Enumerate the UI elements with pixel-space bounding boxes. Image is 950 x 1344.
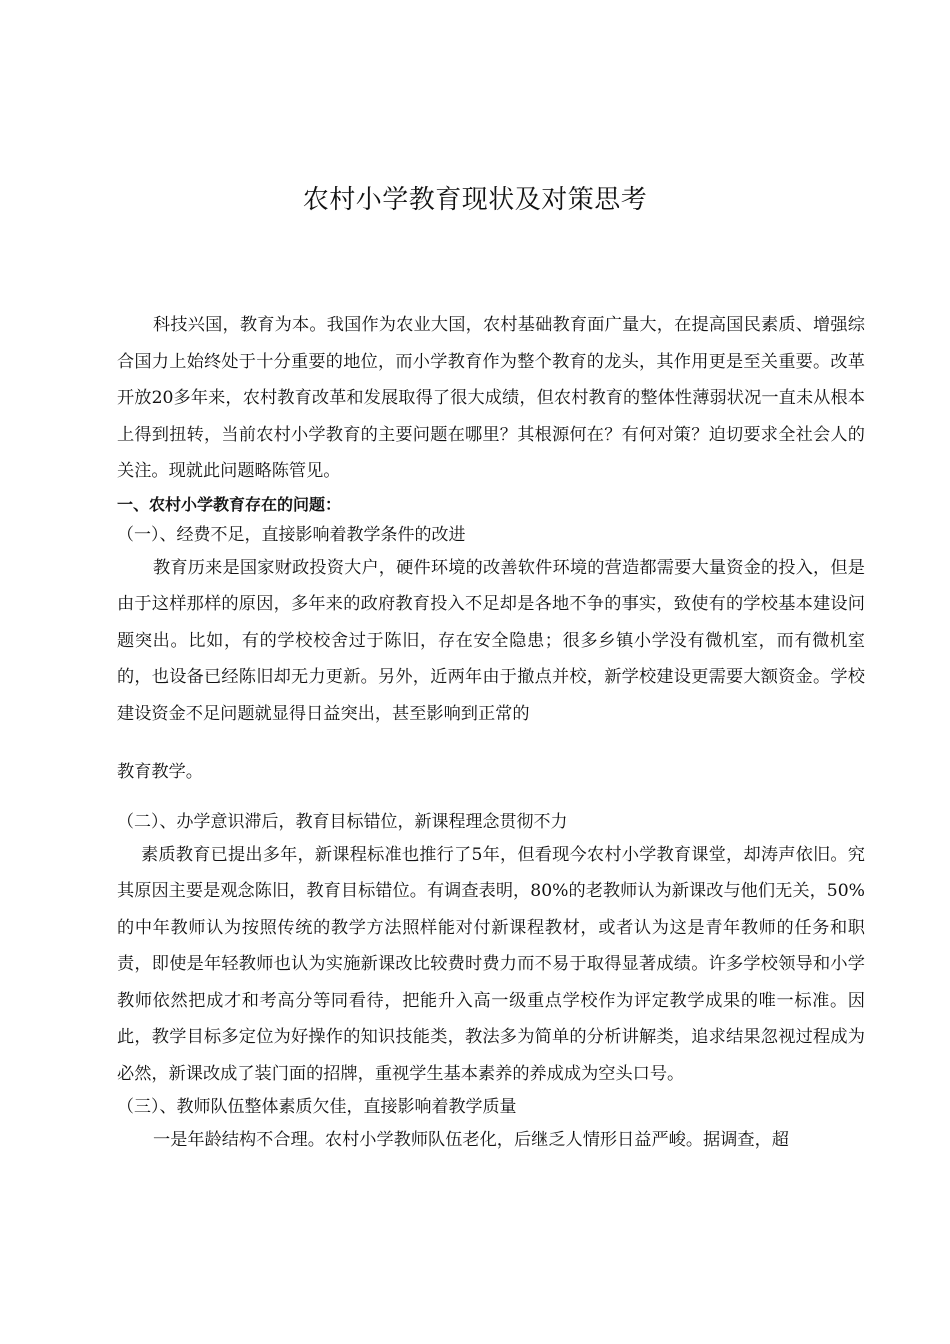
teachers-paragraph: 一是年龄结构不合理。农村小学教师队伍老化，后继乏人情形日益严峻。据调查，超 [153,1130,789,1150]
philosophy-paragraph: 素质教育已提出多年，新课程标准也推行了5年，但看现今农村小学教育课堂，却涛声依旧。究其原因主要是观念陈旧，教育目标错位。有调查表明，80%的老教师认为新课改与他们无关，50%的中年教师认为按照传统的教学方法照样能对付新课程教材，或者认为这是青年教师的任务和职责，即使是年轻教师也认为实施新课改比较费时费力而不易于取得显著成绩。许多学校领导和小学教师依然把成才和考高分等同看待，把能升入高一级重点学校作为评定教学成果的唯一标准。因此，教学目标多定位为好操作的知识技能类，教法多为简单的分析讲解类，追求结果忽视过程成为必然，新课改成了装门面的招牌，重视学生基本素养的养成成为空头口号。 [117,844,865,1084]
funding-paragraph: 教育历来是国家财政投资大户，硬件环境的改善软件环境的营造都需要大量资金的投入，但是由于这样那样的原因，多年来的政府教育投入不足却是各地不争的事实，致使有的学校基本建设问题突出。比如，有的学校校舍过于陈旧，存在安全隐患；很多乡镇小学没有微机室，而有微机室的，也设备已经陈旧却无力更新。另外，近两年由于撤点并校，新学校建设更需要大额资金。学校建设资金不足问题就显得日益突出，甚至影响到正常的 [117,557,865,724]
funding-paragraph-tail: 教育教学。 [117,762,203,782]
subsection-heading-funding: （一）、经费不足，直接影响着教学条件的改进 [117,524,466,545]
subsection-heading-philosophy: （二）、办学意识滞后，教育目标错位，新课程理念贯彻不力 [117,811,568,832]
intro-paragraph: 科技兴国，教育为本。我国作为农业大国，农村基础教育面广量大，在提高国民素质、增强综合国力上始终处于十分重要的地位，而小学教育作为整个教育的龙头，其作用更是至关重要。改革开放20多年来，农村教育改革和发展取得了很大成绩，但农村教育的整体性薄弱状况一直未从根本上得到扭转，当前农村小学教育的主要问题在哪里？其根源何在？有何对策？迫切要求全社会人的关注。现就此问题略陈管见。 [117,315,865,481]
document-title: 农村小学教育现状及对策思考 [302,185,648,215]
subsection-heading-teachers: （三）、教师队伍整体素质欠佳，直接影响着教学质量 [117,1097,517,1117]
document-body [117,307,865,1159]
section-heading-problems: 一、农村小学教育存在的问题： [117,494,342,514]
